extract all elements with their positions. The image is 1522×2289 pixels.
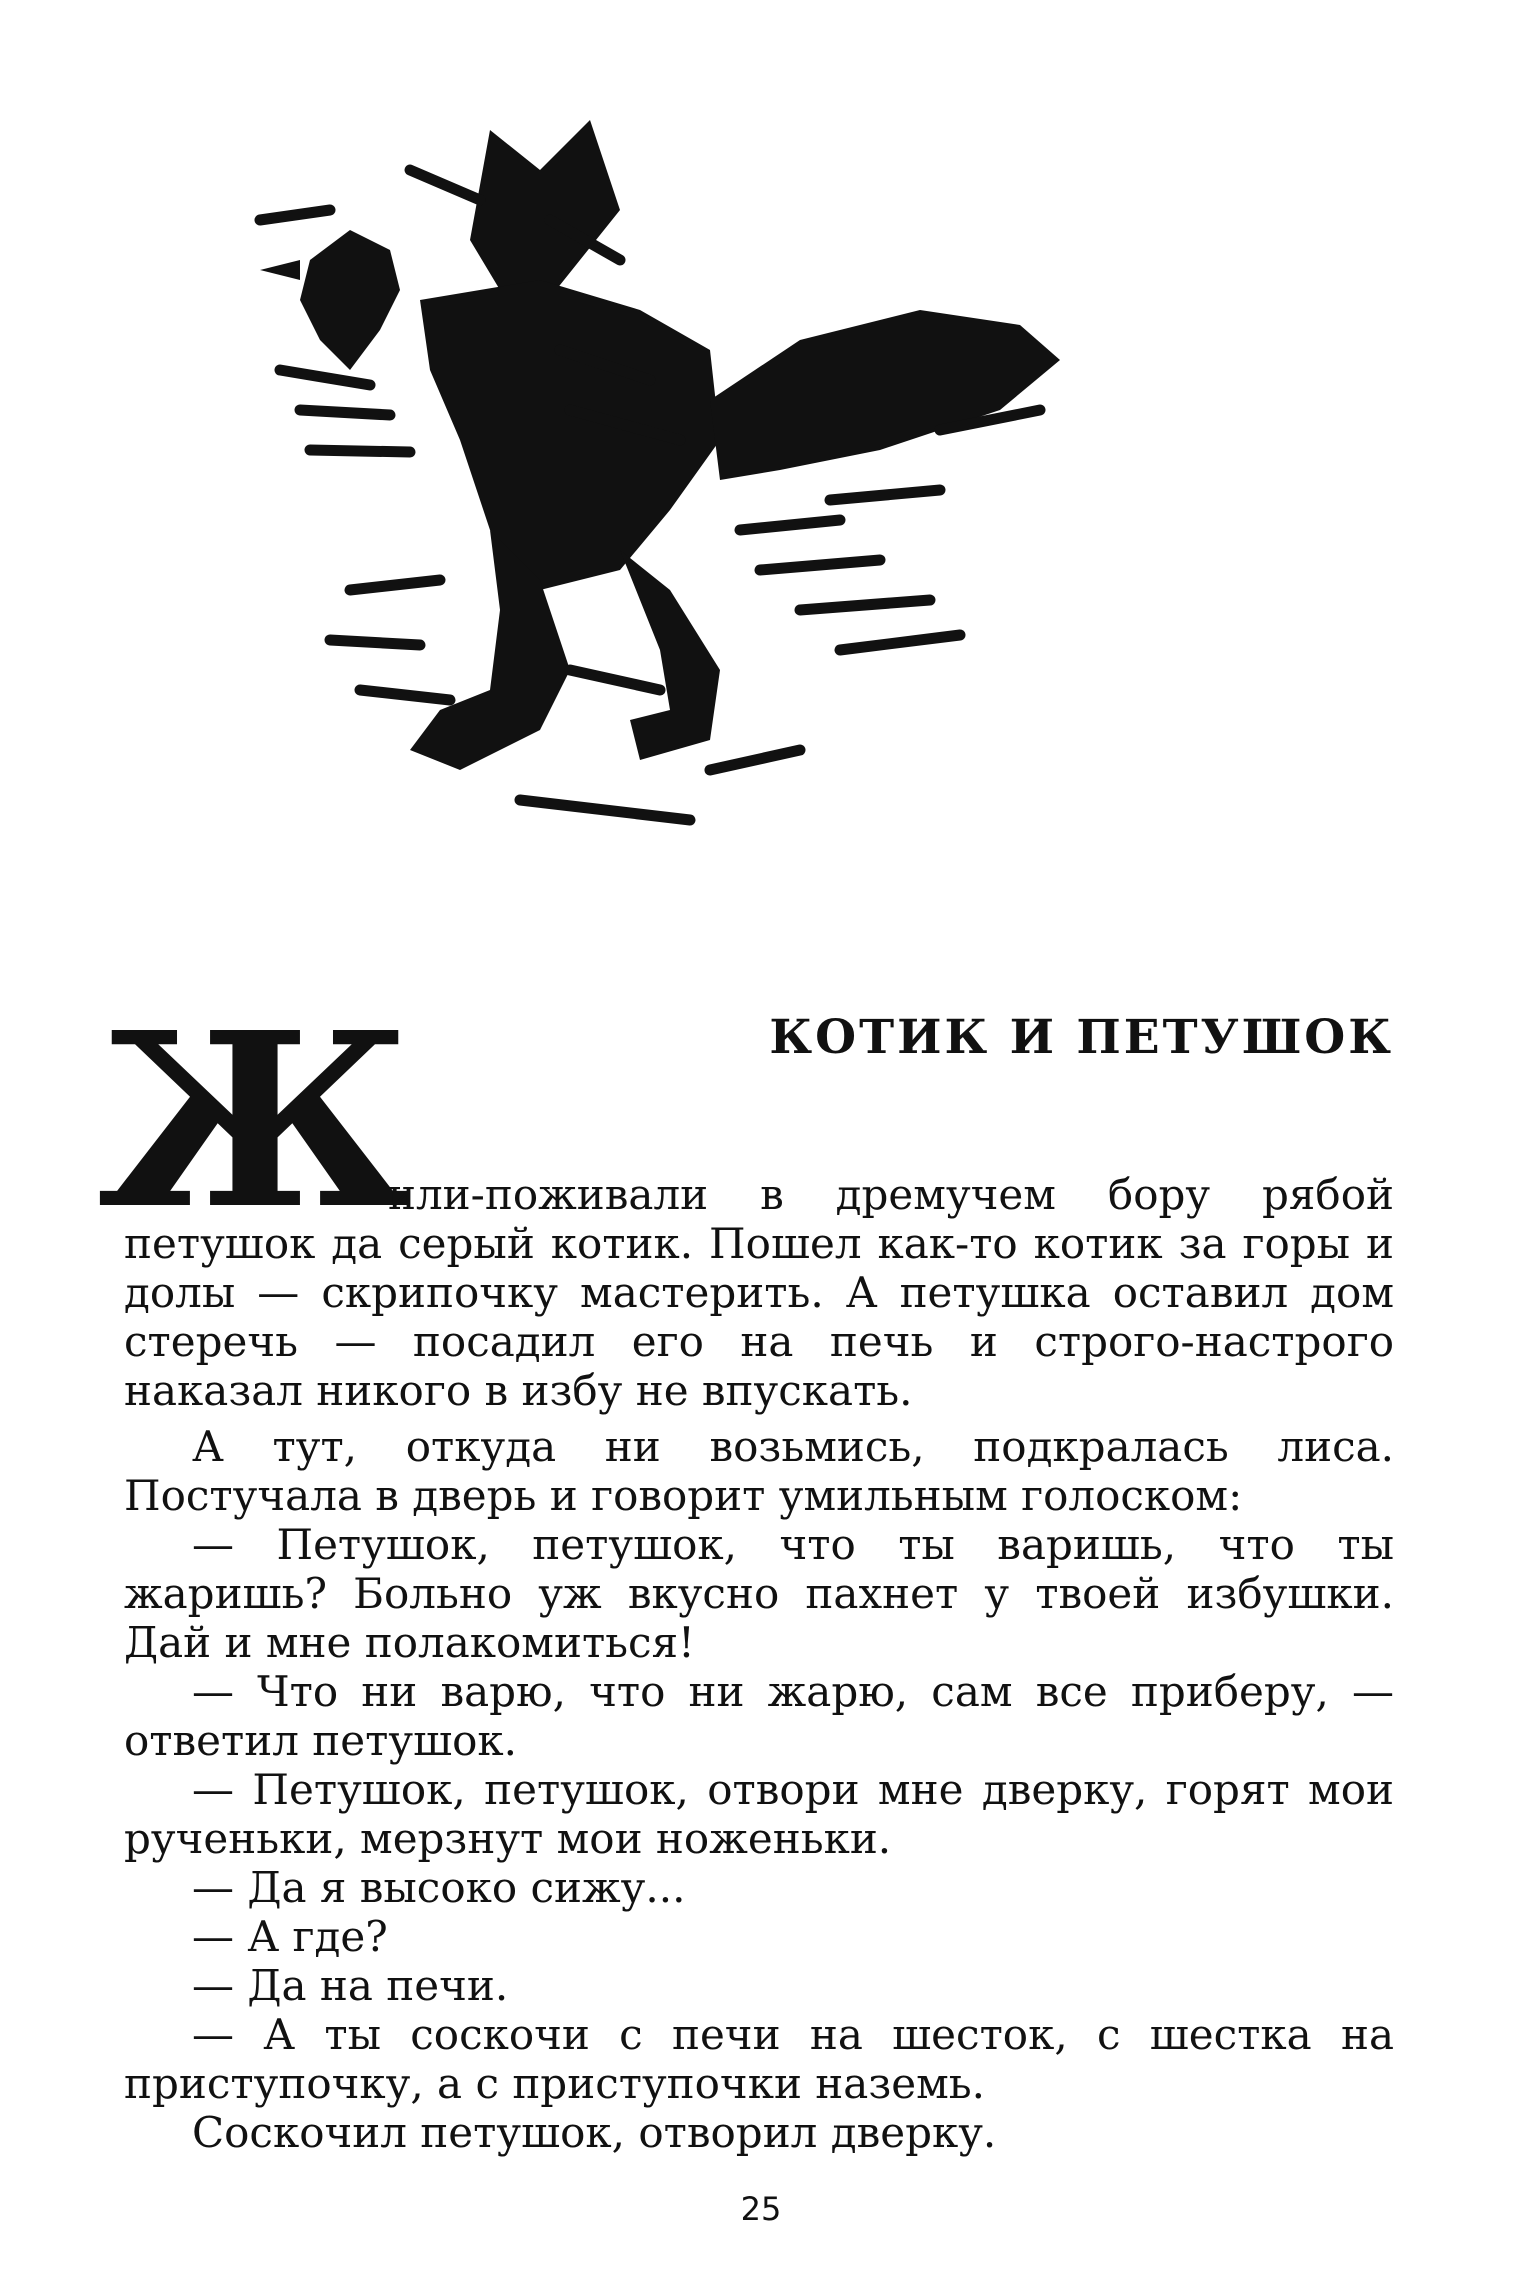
page-number: 25: [740, 2190, 782, 2228]
paragraph: — А ты соскочи с печи на шесток, с шестка на приступочку, а с приступочки наземь.: [124, 2010, 1394, 2108]
story-title: КОТИК И ПЕТУШОК: [769, 1010, 1394, 1065]
fox-carrying-rooster-woodcut-icon: [260, 120, 1060, 820]
paragraph: — Да я высоко сижу...: [192, 1863, 686, 1912]
paragraph: — А где?: [192, 1912, 388, 1961]
paragraph: — Да на печи.: [192, 1961, 509, 2010]
paragraph: А тут, откуда ни возьмись, подкралась лиса. Постучала в дверь и говорит умильным голоском:: [124, 1422, 1394, 1520]
dropcap-glyph: Ж: [97, 980, 413, 1262]
paragraph: Соскочил петушок, отворил дверку.: [192, 2108, 997, 2157]
paragraph: или-поживали в дремучем бору рябой петушок да серый котик. Пошел как-то котик за горы и долы — скрипочку мастерить. А петушка оставил дом стеречь — посадил его на печь и строго-настрого наказал никого в избу не впускать.: [124, 1170, 1394, 1415]
paragraph: — Петушок, петушок, отвори мне дверку, горят мои рученьки, мерзнут мои ноженьки.: [124, 1765, 1394, 1863]
paragraph: — Петушок, петушок, что ты варишь, что ты жаришь? Больно уж вкусно пахнет у твоей избушки. Дай и мне полакомиться!: [124, 1520, 1394, 1667]
woodcut-illustration: [240, 110, 1300, 850]
paragraph: — Что ни варю, что ни жарю, сам все приберу, — ответил петушок.: [124, 1667, 1394, 1765]
story-text: [124, 1170, 1394, 2157]
